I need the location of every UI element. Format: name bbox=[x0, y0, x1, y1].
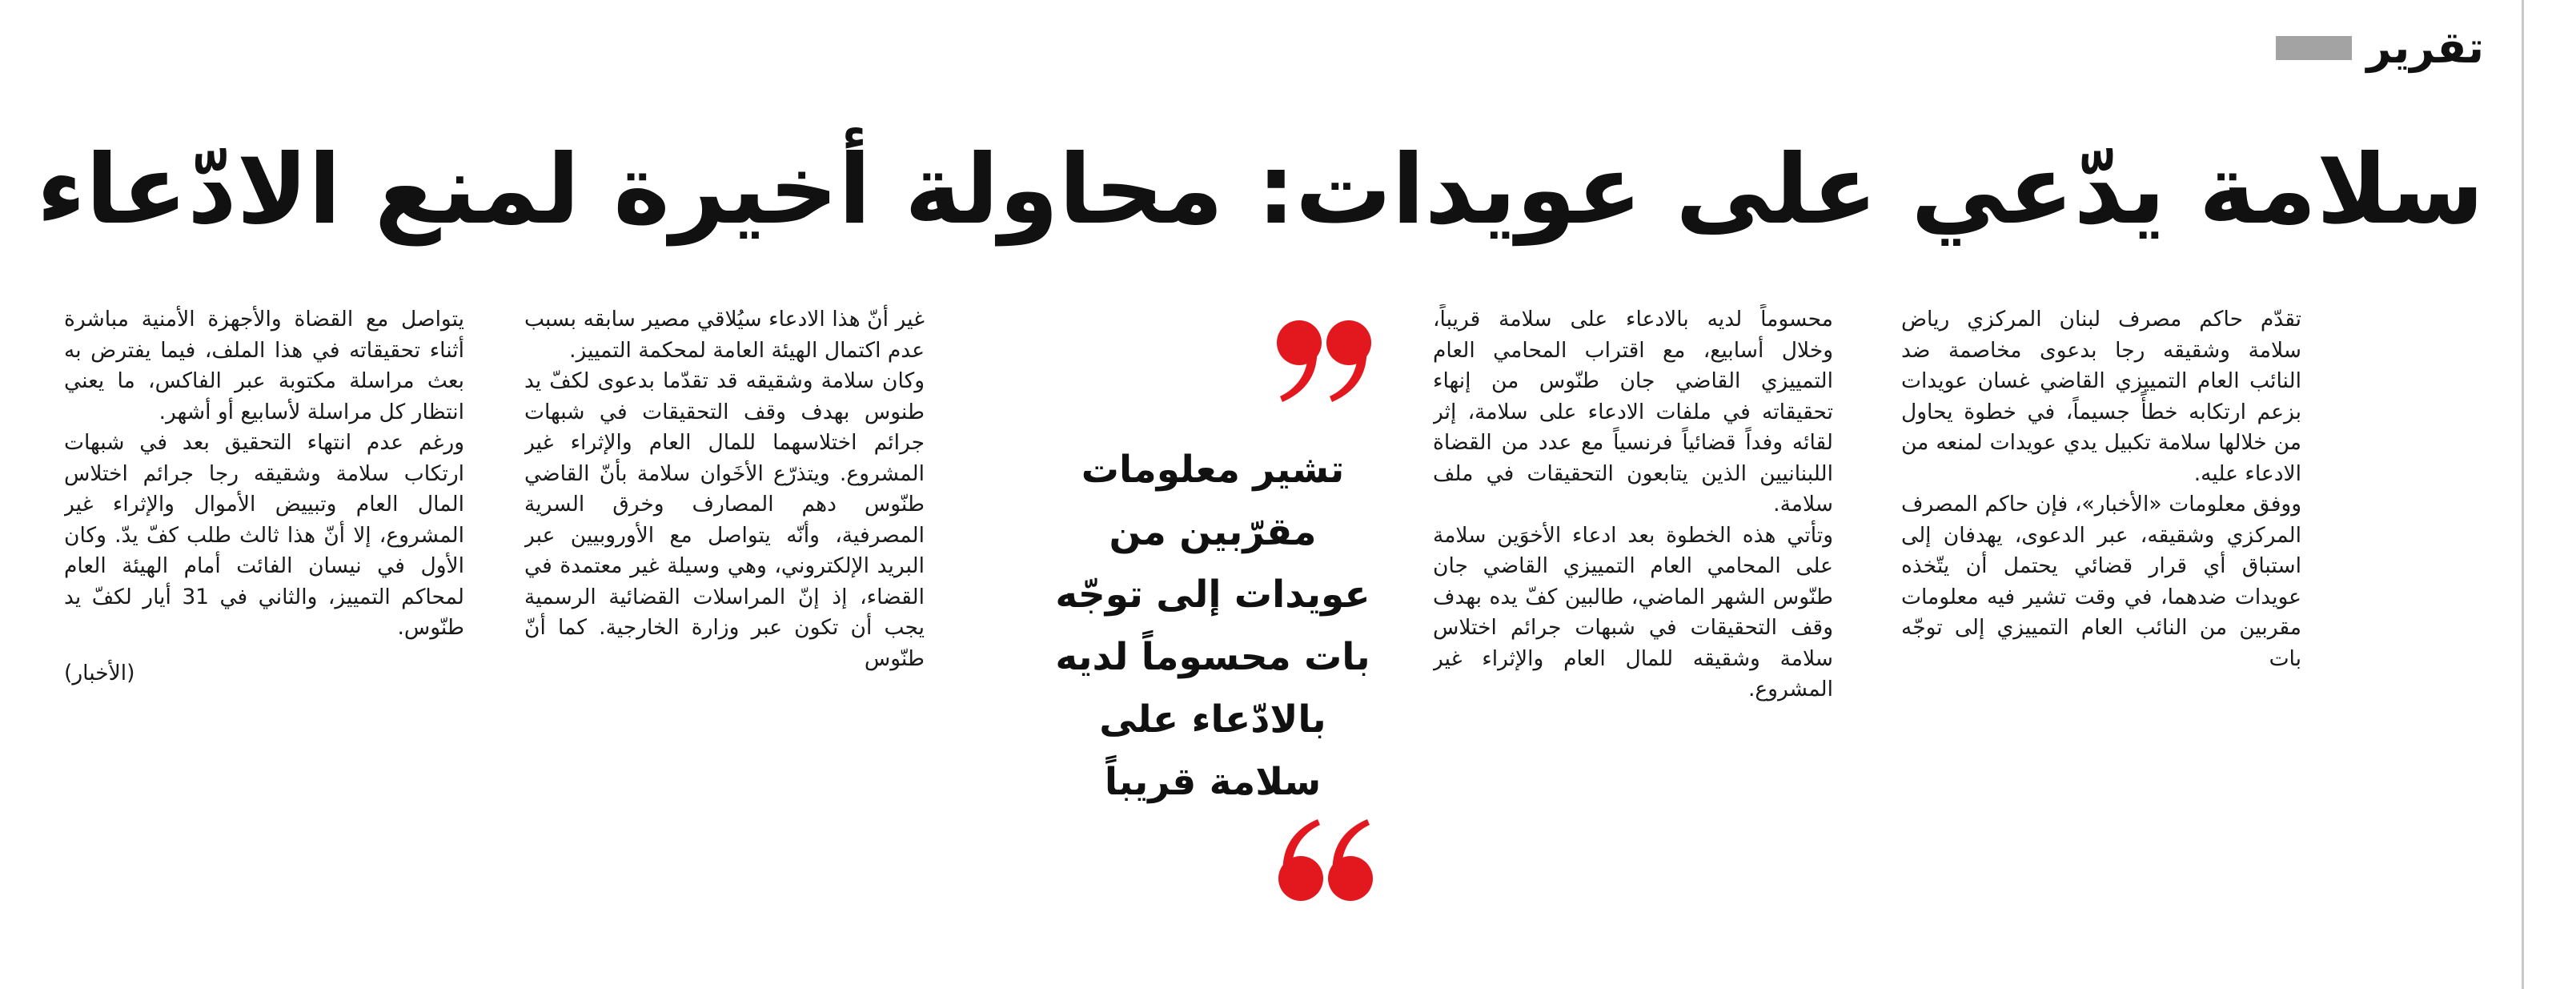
page-edge-rule bbox=[2522, 0, 2524, 989]
article-signature: (الأخبار) bbox=[64, 660, 135, 685]
section-kicker bbox=[2276, 16, 2484, 80]
article-column-2 bbox=[1433, 304, 1833, 937]
article-column-1 bbox=[1901, 304, 2301, 937]
column-3-paragraph-1: غير أنّ هذا الادعاء سيُلاقي مصير سابقه بسبب عدم اكتمال الهيئة العامة لمحكمة التمييز. bbox=[524, 307, 925, 363]
kicker-bar bbox=[2276, 36, 2352, 60]
quote-open-icon bbox=[1273, 312, 1377, 408]
column-1-paragraph-1: تقدّم حاكم مصرف لبنان المركزي رياض سلامة وشقيقه رجا بدعوى مخاصمة ضد النائب العام التمييزي القاضي غسان عويدات بزعم ارتكابه خطأً جسيماً، في خطوة يحاول من خلالها سلامة تكبيل يدي عويدات لمنعه من الادعاء عليه. bbox=[1901, 307, 2301, 486]
column-4-paragraph-1: يتواصل مع القضاة والأجهزة الأمنية مباشرة أثناء تحقيقاته في هذا الملف، فيما يفترض به بعث مراسلة مكتوبة عبر الفاكس، ما يعني انتظار كل مراسلة لأسابيع أو أشهر. bbox=[64, 307, 464, 424]
article-column-3 bbox=[524, 304, 925, 937]
pull-quote-text: تشير معلومات مقرّبين من عويدات إلى توجّه بات محسوماً لديه بالادّعاء على سلامة قريباً bbox=[1055, 448, 1370, 804]
quote-close-icon bbox=[1273, 813, 1377, 909]
column-2-paragraph-2: وتأتي هذه الخطوة بعد ادعاء الأخوَين سلامة على المحامي العام التمييزي القاضي جان طنّوس الشهر الماضي، طالبين كفّ يده بهدف وقف التحقيقات في شبهات جرائم اختلاس سلامة وشقيقه للمال العام والإثراء غير المشروع. bbox=[1433, 522, 1833, 702]
headline: سلامة يدّعي على عويدات: محاولة أخيرة لمنع الادّعاء bbox=[36, 135, 2484, 246]
pull-quote bbox=[1037, 304, 1397, 921]
article-column-4 bbox=[64, 304, 464, 937]
column-4-paragraph-2: ورغم عدم انتهاء التحقيق بعد في شبهات ارتكاب سلامة وشقيقه رجا جرائم اختلاس المال العام وتبييض الأموال والإثراء غير المشروع، إلا أنّ هذا ثالث طلب كفّ يدّ. وكان الأول في نيسان الفائت أمام الهيئة العام لمحاكم التمييز، والثاني في 31 أيار لكفّ يد طنّوس. bbox=[64, 430, 464, 640]
column-3-paragraph-2: وكان سلامة وشقيقه قد تقدّما بدعوى لكفّ يد طنوس بهدف وقف التحقيقات في شبهات جرائم اختلاسهما للمال العام والإثراء غير المشروع. ويتذرّع الأخَوان سلامة بأنّ القاضي طنّوس دهم المصارف وخرق السرية المصرفية، وأنّه يتواصل مع الأوروبيين عبر البريد الإلكتروني، وهي وسيلة غير معتمدة في القضاء، إذ إنّ المراسلات القضائية الرسمية يجب أن تكون عبر وزارة الخارجية. كما أنّ طنّوس bbox=[524, 368, 925, 671]
column-2-paragraph-1: محسوماً لديه بالادعاء على سلامة قريباً، وخلال أسابيع، مع اقتراب المحامي العام التمييزي القاضي جان طنّوس من إنهاء تحقيقاته في ملفات الادعاء على سلامة، إثر لقائه وفداً قضائياً فرنسياً مع عدد من القضاة اللبنانيين الذين يتابعون التحقيقات في ملف سلامة. bbox=[1433, 307, 1833, 517]
kicker-label: تقرير bbox=[2366, 22, 2484, 73]
column-1-paragraph-2: ووفق معلومات «الأخبار»، فإن حاكم المصرف المركزي وشقيقه، عبر الدعوى، يهدفان إلى استباق أي قرار قضائي يحتمل أن يتّخذه عويدات ضدهما، في وقت تشير فيه معلومات مقربين من النائب العام التمييزي إلى توجّه بات bbox=[1901, 492, 2301, 671]
